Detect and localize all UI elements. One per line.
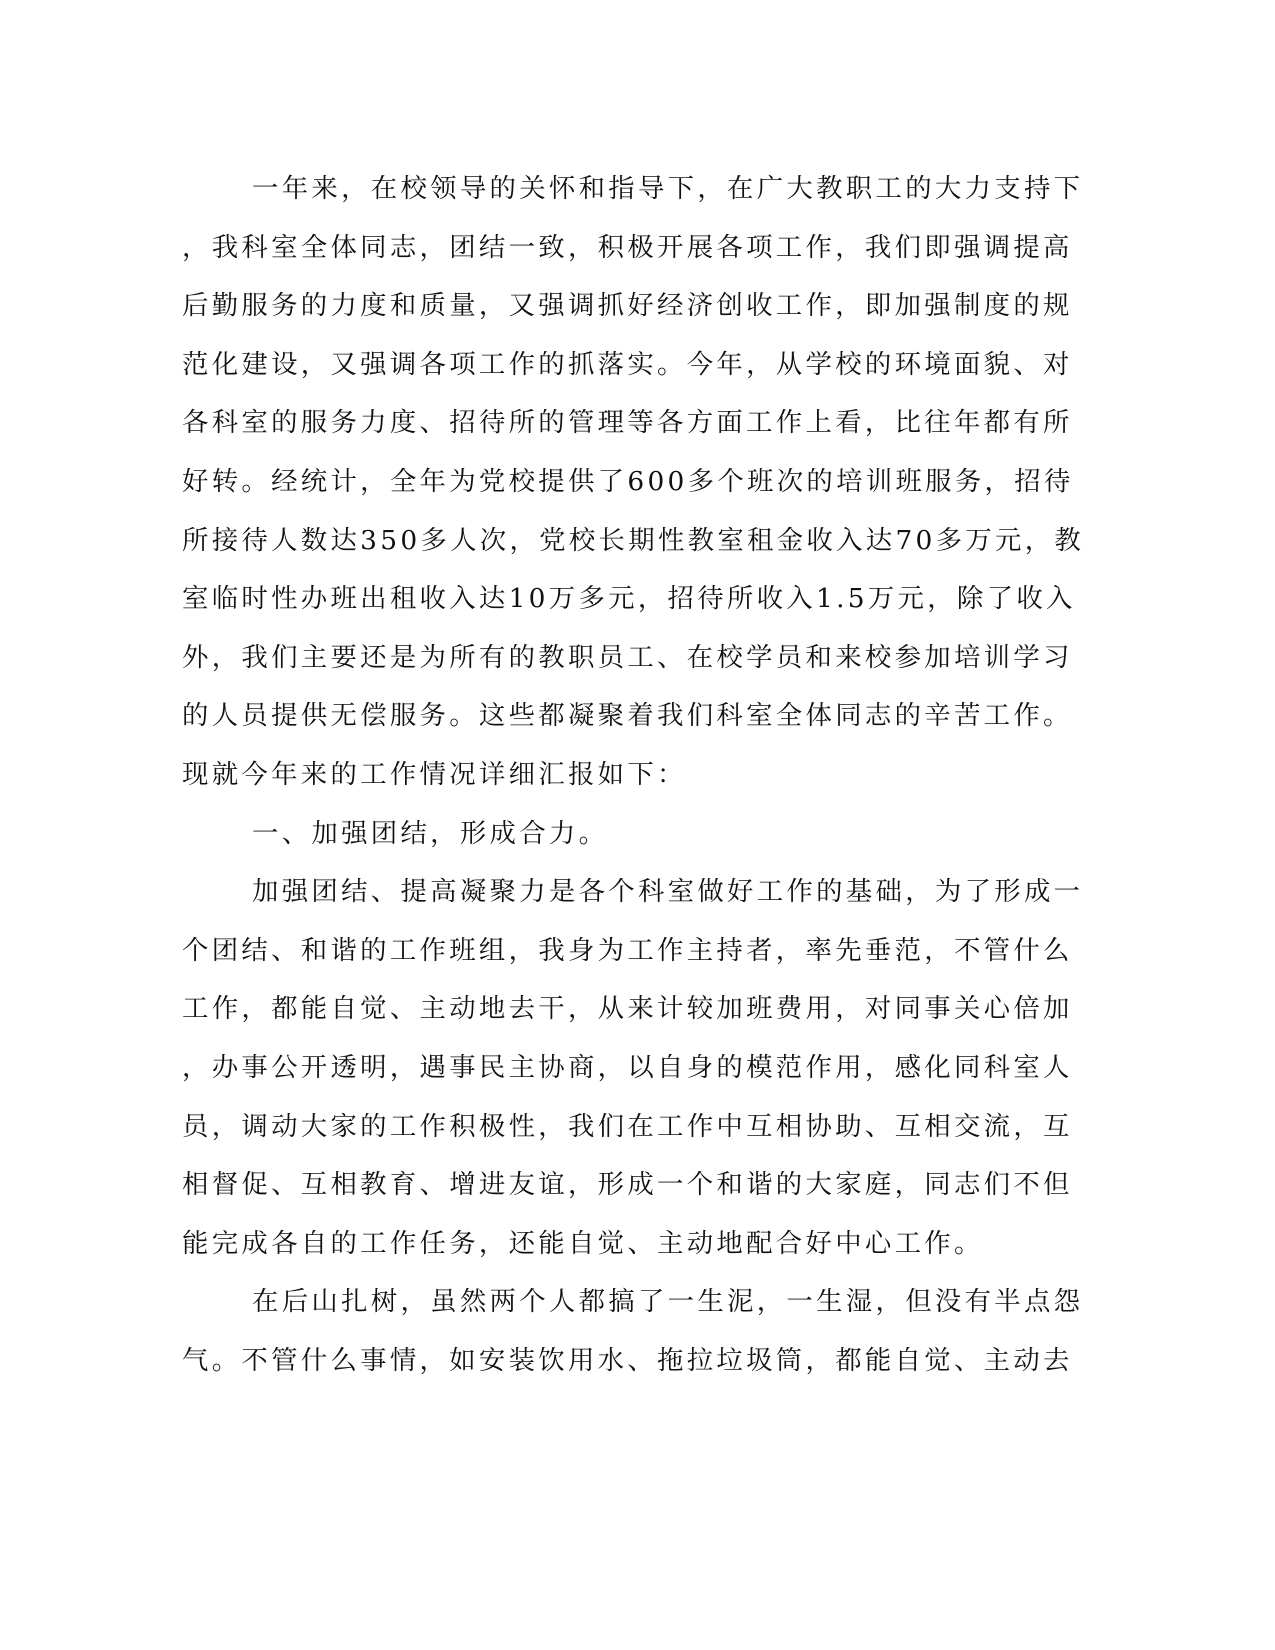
text-line: 好转。经统计，全年为党校提供了600多个班次的培训班服务，招待: [182, 465, 1074, 497]
text-line: 在后山扎树，虽然两个人都搞了一生泥，一生湿，但没有半点怨: [252, 1286, 1084, 1318]
text-line: 能完成各自的工作任务，还能自觉、主动地配合好中心工作。: [182, 1227, 984, 1259]
document-body: [182, 160, 1085, 1390]
text-line: 室临时性办班出租收入达10万多元，招待所收入1.5万元，除了收入: [182, 583, 1076, 615]
text-line: 所接待人数达350多人次，党校长期性教室租金收入达70多万元，教: [182, 524, 1085, 556]
text-line: 外，我们主要还是为所有的教职员工、在校学员和来校参加培训学习: [182, 641, 1073, 673]
text-line: 的人员提供无偿服务。这些都凝聚着我们科室全体同志的辛苦工作。: [182, 700, 1073, 732]
text-line: 各科室的服务力度、招待所的管理等各方面工作上看，比往年都有所: [182, 407, 1073, 439]
text-line: ，我科室全体同志，团结一致，积极开展各项工作，我们即强调提高: [182, 231, 1073, 263]
text-line: 气。不管什么事情，如安装饮用水、拖拉垃圾筒，都能自觉、主动去: [182, 1344, 1073, 1376]
text-line: 现就今年来的工作情况详细汇报如下：: [182, 758, 687, 790]
text-line: 工作，都能自觉、主动地去干，从来计较加班费用，对同事关心倍加: [182, 993, 1073, 1025]
text-line: 加强团结、提高凝聚力是各个科室做好工作的基础，为了形成一: [252, 876, 1084, 908]
text-line: 员，调动大家的工作积极性，我们在工作中互相协助、互相交流，互: [182, 1110, 1073, 1142]
text-line: 个团结、和谐的工作班组，我身为工作主持者，率先垂范，不管什么: [182, 934, 1073, 966]
text-line: 一年来，在校领导的关怀和指导下，在广大教职工的大力支持下: [252, 173, 1084, 204]
text-line: ，办事公开透明，遇事民主协商，以自身的模范作用，感化同科室人: [182, 1051, 1073, 1083]
text-line: 后勤服务的力度和质量，又强调抓好经济创收工作，即加强制度的规: [182, 290, 1073, 322]
section-heading: 一、加强团结，形成合力。: [252, 817, 609, 849]
text-line: 相督促、互相教育、增进友谊，形成一个和谐的大家庭，同志们不但: [182, 1169, 1073, 1201]
text-line: 范化建设，又强调各项工作的抓落实。今年，从学校的环境面貌、对: [182, 348, 1073, 380]
